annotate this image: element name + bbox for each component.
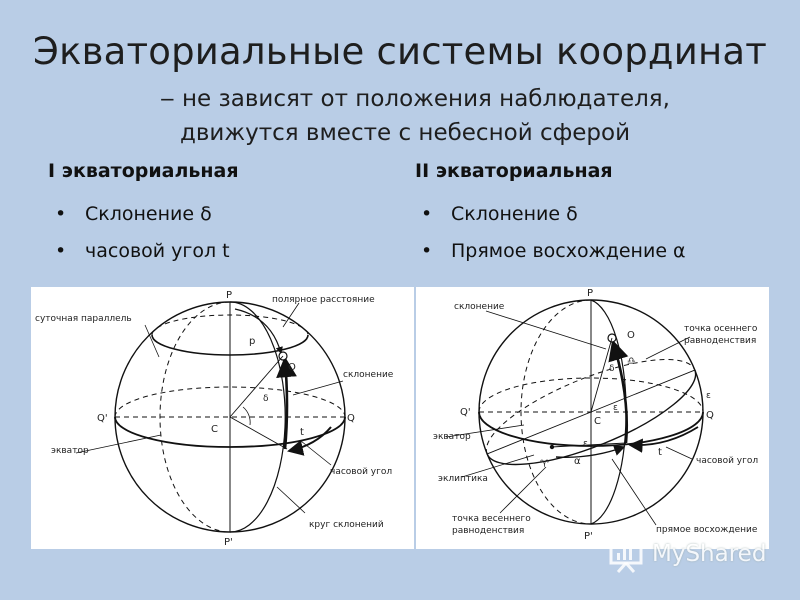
label-alpha: α xyxy=(574,456,581,467)
left-column-heading: I экваториальная xyxy=(48,160,239,182)
aries-point xyxy=(550,445,554,449)
label-p: P xyxy=(587,288,594,299)
label-declination: склонение xyxy=(343,370,394,380)
bullet-text: часовой угол t xyxy=(85,240,230,262)
angle-arc xyxy=(243,407,250,425)
label-p-prime: P' xyxy=(224,537,233,548)
label-epsilon-3: ε xyxy=(706,391,711,401)
radius-to-equator xyxy=(230,417,287,449)
label-spring-equinox-1: точка весеннего xyxy=(452,514,531,524)
leader-hour-angle xyxy=(301,441,331,465)
bullet-dot: • xyxy=(421,203,433,225)
celestial-sphere-diagram-2 xyxy=(416,287,769,549)
celestial-sphere-diagram-1 xyxy=(31,287,414,549)
label-daily-parallel: суточная параллель xyxy=(35,314,132,324)
label-autumn-equinox-1: точка осеннего xyxy=(684,324,758,334)
label-q: Q xyxy=(347,413,355,424)
declination-circle-upper xyxy=(591,300,626,417)
label-o: O xyxy=(627,330,635,341)
subtitle-line-2: движутся вместе с небесной сферой xyxy=(179,120,631,146)
label-epsilon-1: ε xyxy=(613,403,618,413)
presentation-board-icon xyxy=(608,538,648,574)
right-column-heading: II экваториальная xyxy=(415,160,613,182)
label-t: t xyxy=(658,447,662,458)
label-p: P xyxy=(226,290,233,301)
label-hour-angle: часовой угол xyxy=(330,467,393,477)
watermark-text: MyShared xyxy=(652,541,767,567)
label-equator: экватор xyxy=(51,446,89,456)
label-delta: δ xyxy=(609,364,615,374)
label-q-prime: Q' xyxy=(460,407,471,418)
leader-declination-circle xyxy=(277,487,305,513)
bullet-dot: • xyxy=(55,240,67,262)
leader-equator xyxy=(76,435,161,453)
label-c: C xyxy=(594,416,601,427)
watermark xyxy=(608,538,778,574)
label-q-prime: Q' xyxy=(97,413,108,424)
label-aries: ♈ xyxy=(540,459,549,470)
label-declination-circle: круг склонений xyxy=(309,520,384,530)
label-o: O xyxy=(288,362,296,373)
label-declination: склонение xyxy=(454,302,505,312)
leader-declination xyxy=(486,311,606,349)
label-hour-angle: часовой угол xyxy=(696,456,759,466)
label-libra: ♎ xyxy=(627,356,636,367)
declination-circle-lower xyxy=(591,417,626,524)
ecliptic-back xyxy=(474,339,694,454)
label-t: t xyxy=(300,427,304,438)
label-spring-equinox-2: равноденствия xyxy=(452,526,525,536)
declination-arc xyxy=(613,342,627,443)
diagram-second-equatorial xyxy=(416,287,769,549)
bullet-text: Склонение δ xyxy=(451,203,578,225)
label-right-ascension: прямое восхождение xyxy=(656,525,758,535)
bullet-dot: • xyxy=(421,240,433,262)
label-epsilon-2: ε xyxy=(583,439,588,449)
label-p-prime: P' xyxy=(584,531,593,542)
label-autumn-equinox-2: равноденствия xyxy=(684,336,757,346)
leader-spring-equinox xyxy=(500,467,546,513)
diagram-first-equatorial xyxy=(31,287,414,549)
subtitle-line-1: ‒ не зависят от положения наблюдателя, xyxy=(160,86,670,112)
bullet-text: Склонение δ xyxy=(85,203,212,225)
leader-daily-parallel xyxy=(145,325,159,357)
leader-declination xyxy=(293,381,343,395)
label-c: C xyxy=(211,424,218,435)
label-delta: δ xyxy=(263,394,269,404)
radius-to-star xyxy=(230,356,283,417)
label-polar-distance: полярное расстояние xyxy=(272,295,375,305)
label-ecliptic: эклиптика xyxy=(438,474,488,484)
bullet-dot: • xyxy=(55,203,67,225)
page-title: Экваториальные системы координат xyxy=(33,30,767,73)
label-polar-p: p xyxy=(249,336,256,347)
label-q: Q xyxy=(706,410,714,421)
ecliptic-front xyxy=(487,370,707,485)
label-equator: экватор xyxy=(433,432,471,442)
declination-circle-upper xyxy=(230,302,285,427)
bullet-text: Прямое восхождение α xyxy=(451,240,686,262)
leader-hour-angle xyxy=(666,447,692,459)
